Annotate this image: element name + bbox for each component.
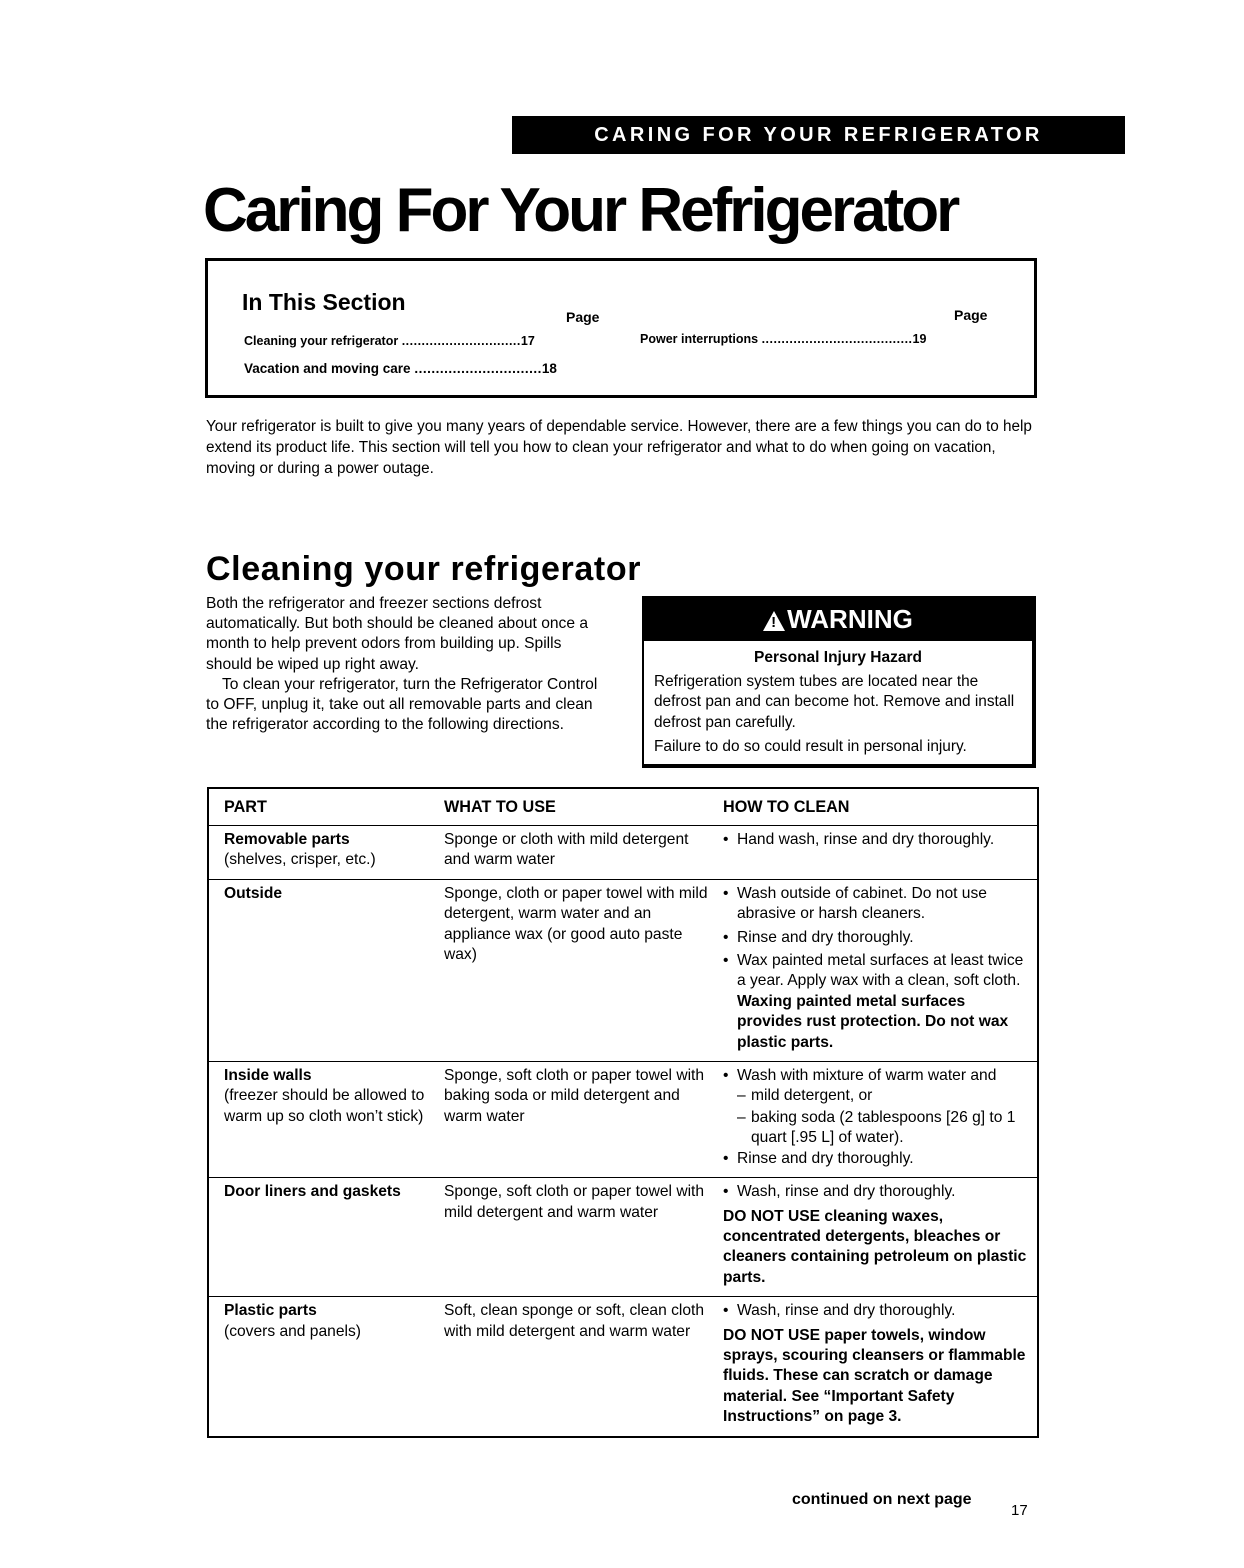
table-row — [208, 826, 1038, 880]
part-name: Inside walls — [224, 1067, 312, 1085]
table-row — [208, 879, 1038, 1061]
part-name: Plastic parts — [224, 1302, 317, 1320]
part-name: Removable parts — [224, 831, 350, 848]
what-to-use: Sponge, soft cloth or paper towel with mild detergent and warm water — [444, 1183, 705, 1221]
cleaning-paragraph-2: To clean your refrigerator, turn the Refrigerator Control to OFF, unplug it, take out all removable parts and clean the refrigerator according to the following directions. — [206, 675, 598, 734]
toc-heading: In This Section — [242, 289, 406, 315]
bullet-item: • Wax painted metal surfaces at least twice a year. Apply wax with a clean, soft cloth. Waxing painted metal surfaces provides rust protection. Do not wax plastic parts. — [723, 952, 1024, 1051]
caution-text: DO NOT USE paper towels, window sprays, scouring cleansers or flammable fluids. These can scratch or damage material. See “Important Safety Instructions” on page 3. — [723, 1326, 1026, 1426]
toc-entry-label: Cleaning your refrigerator — [244, 334, 399, 348]
warning-subtitle: Personal Injury Hazard — [754, 649, 922, 666]
part-note: (shelves, crisper, etc.) — [224, 851, 376, 869]
table-row — [208, 1297, 1038, 1437]
toc-entry-leader: ...................................... — [761, 332, 913, 346]
toc-entry-page: 19 — [912, 332, 927, 346]
page-title: Caring For Your Refrigerator — [203, 176, 958, 245]
bullet-item: • Rinse and dry thoroughly. — [723, 928, 914, 946]
bullet-item: • Wash, rinse and dry thoroughly. — [723, 1302, 956, 1320]
toc-entry-page: 18 — [541, 361, 557, 376]
toc-entry-label: Power interruptions — [640, 332, 759, 346]
toc-page-label-left: Page — [566, 309, 600, 325]
section-heading: Cleaning your refrigerator — [206, 550, 642, 588]
toc-entry-page: 17 — [520, 334, 535, 348]
warning-label: WARNING — [787, 604, 913, 634]
what-to-use: Sponge, soft cloth or paper towel with baking soda or mild detergent and warm water — [444, 1067, 705, 1125]
what-to-use: Sponge, cloth or paper towel with mild detergent, warm water and an appliance wax (or good auto paste wax) — [444, 884, 708, 964]
sub-item: – mild detergent, or — [737, 1087, 873, 1105]
bullet-item: • Wash outside of cabinet. Do not use abrasive or harsh cleaners. — [723, 884, 987, 923]
bullet-item: • Wash with mixture of warm water and — [723, 1067, 997, 1085]
what-to-use: Sponge or cloth with mild detergent and warm water — [444, 831, 689, 869]
table-header-row — [208, 788, 1038, 826]
cleaning-instructions — [206, 594, 611, 735]
column-header-what-to-use: WHAT TO USE — [444, 797, 556, 816]
warning-text — [654, 672, 1026, 757]
warning-text-1: Refrigeration system tubes are located near the defrost pan and can become hot. Remove and install defrost pan carefully. — [654, 673, 1015, 731]
bullet-item: • Hand wash, rinse and dry thoroughly. — [723, 831, 995, 848]
caution-text: DO NOT USE cleaning waxes, concentrated detergents, bleaches or cleaners containing petroleum on plastic parts. — [723, 1207, 1027, 1286]
toc-entry-leader: .............................. — [414, 361, 542, 376]
what-to-use: Soft, clean sponge or soft, clean cloth with mild detergent and warm water — [444, 1302, 705, 1340]
intro-paragraph: Your refrigerator is built to give you many years of dependable service. However, there are a few things you can do to help extend its product life. This section will tell you how to clean your refrigerator and what to do when going on vacation, moving or during a power outage. — [206, 418, 1032, 477]
bullet-item: • Rinse and dry thoroughly. — [723, 1149, 914, 1167]
toc-page-label-right: Page — [954, 307, 988, 323]
in-this-section-box — [205, 258, 1037, 398]
rust-protection-note: Waxing painted metal surfaces provides rust protection. Do not wax plastic parts. — [737, 992, 1009, 1051]
continued-note: continued on next page — [792, 1491, 972, 1508]
sub-item: – baking soda (2 tablespoons [26 g] to 1 quart [.95 L] of water). — [737, 1108, 1016, 1147]
part-name: Door liners and gaskets — [224, 1183, 401, 1201]
toc-entry-cleaning[interactable] — [244, 334, 535, 348]
warning-triangle-icon — [763, 611, 785, 631]
table-row — [208, 1178, 1038, 1297]
warning-header — [644, 598, 1032, 641]
toc-entry-vacation[interactable] — [244, 361, 557, 376]
bullet-item: • Wash, rinse and dry thoroughly. — [723, 1183, 956, 1201]
cleaning-table — [207, 787, 1039, 1438]
toc-entry-power[interactable] — [640, 332, 926, 346]
page-number: 17 — [1011, 1502, 1028, 1519]
table-row — [208, 1062, 1038, 1178]
column-header-how-to-clean: HOW TO CLEAN — [723, 797, 850, 816]
warning-text-2: Failure to do so could result in personal injury. — [654, 737, 967, 755]
part-note: (freezer should be allowed to warm up so cloth won’t stick) — [224, 1087, 425, 1125]
cleaning-paragraph-1: Both the refrigerator and freezer sections defrost automatically. But both should be cleaned about once a month to help prevent odors from building up. Spills should be wiped up right away. — [206, 595, 589, 673]
section-banner: CARING FOR YOUR REFRIGERATOR — [512, 116, 1125, 154]
toc-entry-leader: .............................. — [401, 334, 521, 348]
column-header-part: PART — [224, 797, 267, 816]
part-name: Outside — [224, 884, 283, 902]
toc-entry-label: Vacation and moving care — [244, 361, 411, 376]
warning-box — [642, 596, 1036, 768]
part-note: (covers and panels) — [224, 1322, 361, 1340]
